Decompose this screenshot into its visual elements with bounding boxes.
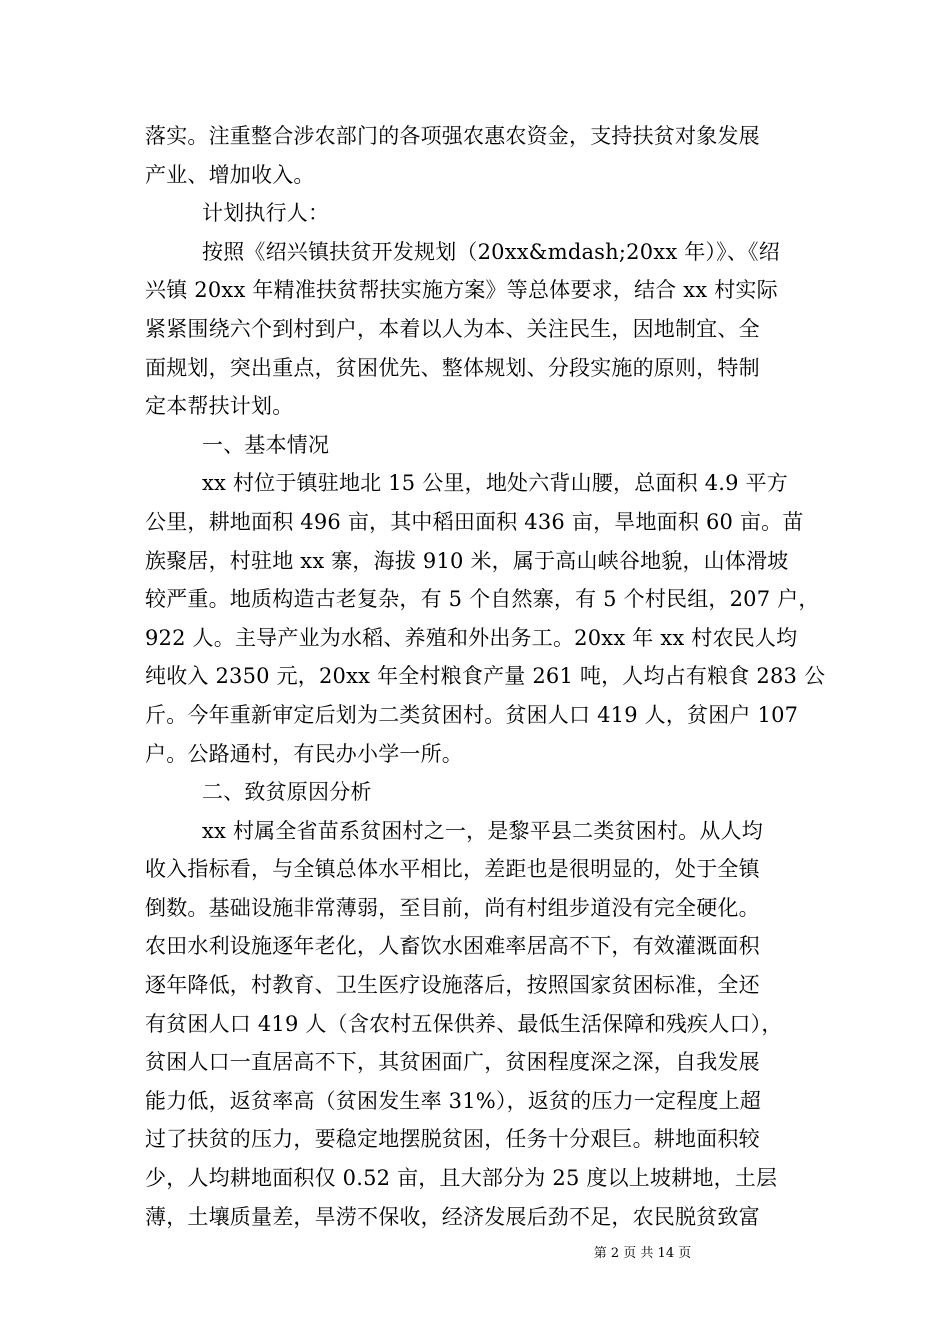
text-line: 面规划，突出重点，贫困优先、整体规划、分段实施的原则，特制	[145, 355, 760, 380]
text-line: 产业、增加收入。	[145, 162, 315, 187]
text-line: 兴镇 20xx 年精准扶贫帮扶实施方案》等总体要求，结合 xx 村实际	[145, 278, 778, 303]
text-line: xx 村属全省苗系贫困村之一，是黎平县二类贫困村。从人均	[202, 818, 763, 843]
text-line: xx 村位于镇驻地北 15 公里，地处六背山腰，总面积 4.9 平方	[202, 471, 788, 496]
text-line: 公里，耕地面积 496 亩，其中稻田面积 436 亩，旱地面积 60 亩。苗	[145, 509, 804, 534]
section-heading: 二、致贫原因分析	[202, 780, 372, 805]
text-line: 922 人。主导产业为水稻、养殖和外出务工。20xx 年 xx 村农民人均	[145, 625, 798, 650]
text-line: 户。公路通村，有民办小学一所。	[145, 741, 463, 766]
text-line: 紧紧围绕六个到村到户，本着以人为本、关注民生，因地制宜、全	[145, 316, 760, 341]
text-line: 有贫困人口 419 人（含农村五保供养、最低生活保障和残疾人口），	[145, 1011, 783, 1036]
text-line: 能力低，返贫率高（贫困发生率 31%），返贫的压力一定程度上超	[145, 1088, 762, 1113]
text-line: 斤。今年重新审定后划为二类贫困村。贫困人口 419 人，贫困户 107	[145, 702, 799, 727]
text-line: 按照《绍兴镇扶贫开发规划（20xx&mdash;20xx 年）》、《绍	[202, 239, 780, 264]
text-line: 落实。注重整合涉农部门的各项强农惠农资金，支持扶贫对象发展	[145, 124, 760, 148]
text-line: 薄，土壤质量差，旱涝不保收，经济发展后劲不足，农民脱贫致富	[145, 1204, 760, 1229]
text-line: 少，人均耕地面积仅 0.52 亩，且大部分为 25 度以上坡耕地，土层	[145, 1166, 778, 1191]
section-heading: 一、基本情况	[202, 432, 330, 457]
text-line: 较严重。地质构造古老复杂，有 5 个自然寨，有 5 个村民组，207 户，	[145, 587, 820, 612]
body-text	[145, 117, 826, 1236]
text-line: 倒数。基础设施非常薄弱，至目前，尚有村组步道没有完全硬化。	[145, 895, 760, 920]
page-number-label: 第 2 页 共 14 页	[593, 1246, 692, 1261]
text-line: 过了扶贫的压力，要稳定地摆脱贫困，任务十分艰巨。耕地面积较	[145, 1127, 760, 1152]
text-line: 族聚居，村驻地 xx 寨，海拔 910 米，属于高山峡谷地貌，山体滑坡	[145, 548, 789, 573]
text-line: 逐年降低，村教育、卫生医疗设施落后，按照国家贫困标准，全还	[145, 973, 760, 998]
page-footer	[0, 1246, 950, 1262]
text-line: 贫困人口一直居高不下，其贫困面广，贫困程度深之深，自我发展	[145, 1050, 760, 1075]
text-line: 定本帮扶计划。	[145, 394, 294, 419]
text-line: 收入指标看，与全镇总体水平相比，差距也是很明显的，处于全镇	[145, 857, 760, 882]
text-line: 农田水利设施逐年老化，人畜饮水困难率居高不下，有效灌溉面积	[145, 934, 760, 959]
text-line: 纯收入 2350 元，20xx 年全村粮食产量 261 吨，人均占有粮食 283 公	[145, 664, 826, 689]
text-line: 计划执行人：	[202, 201, 330, 226]
